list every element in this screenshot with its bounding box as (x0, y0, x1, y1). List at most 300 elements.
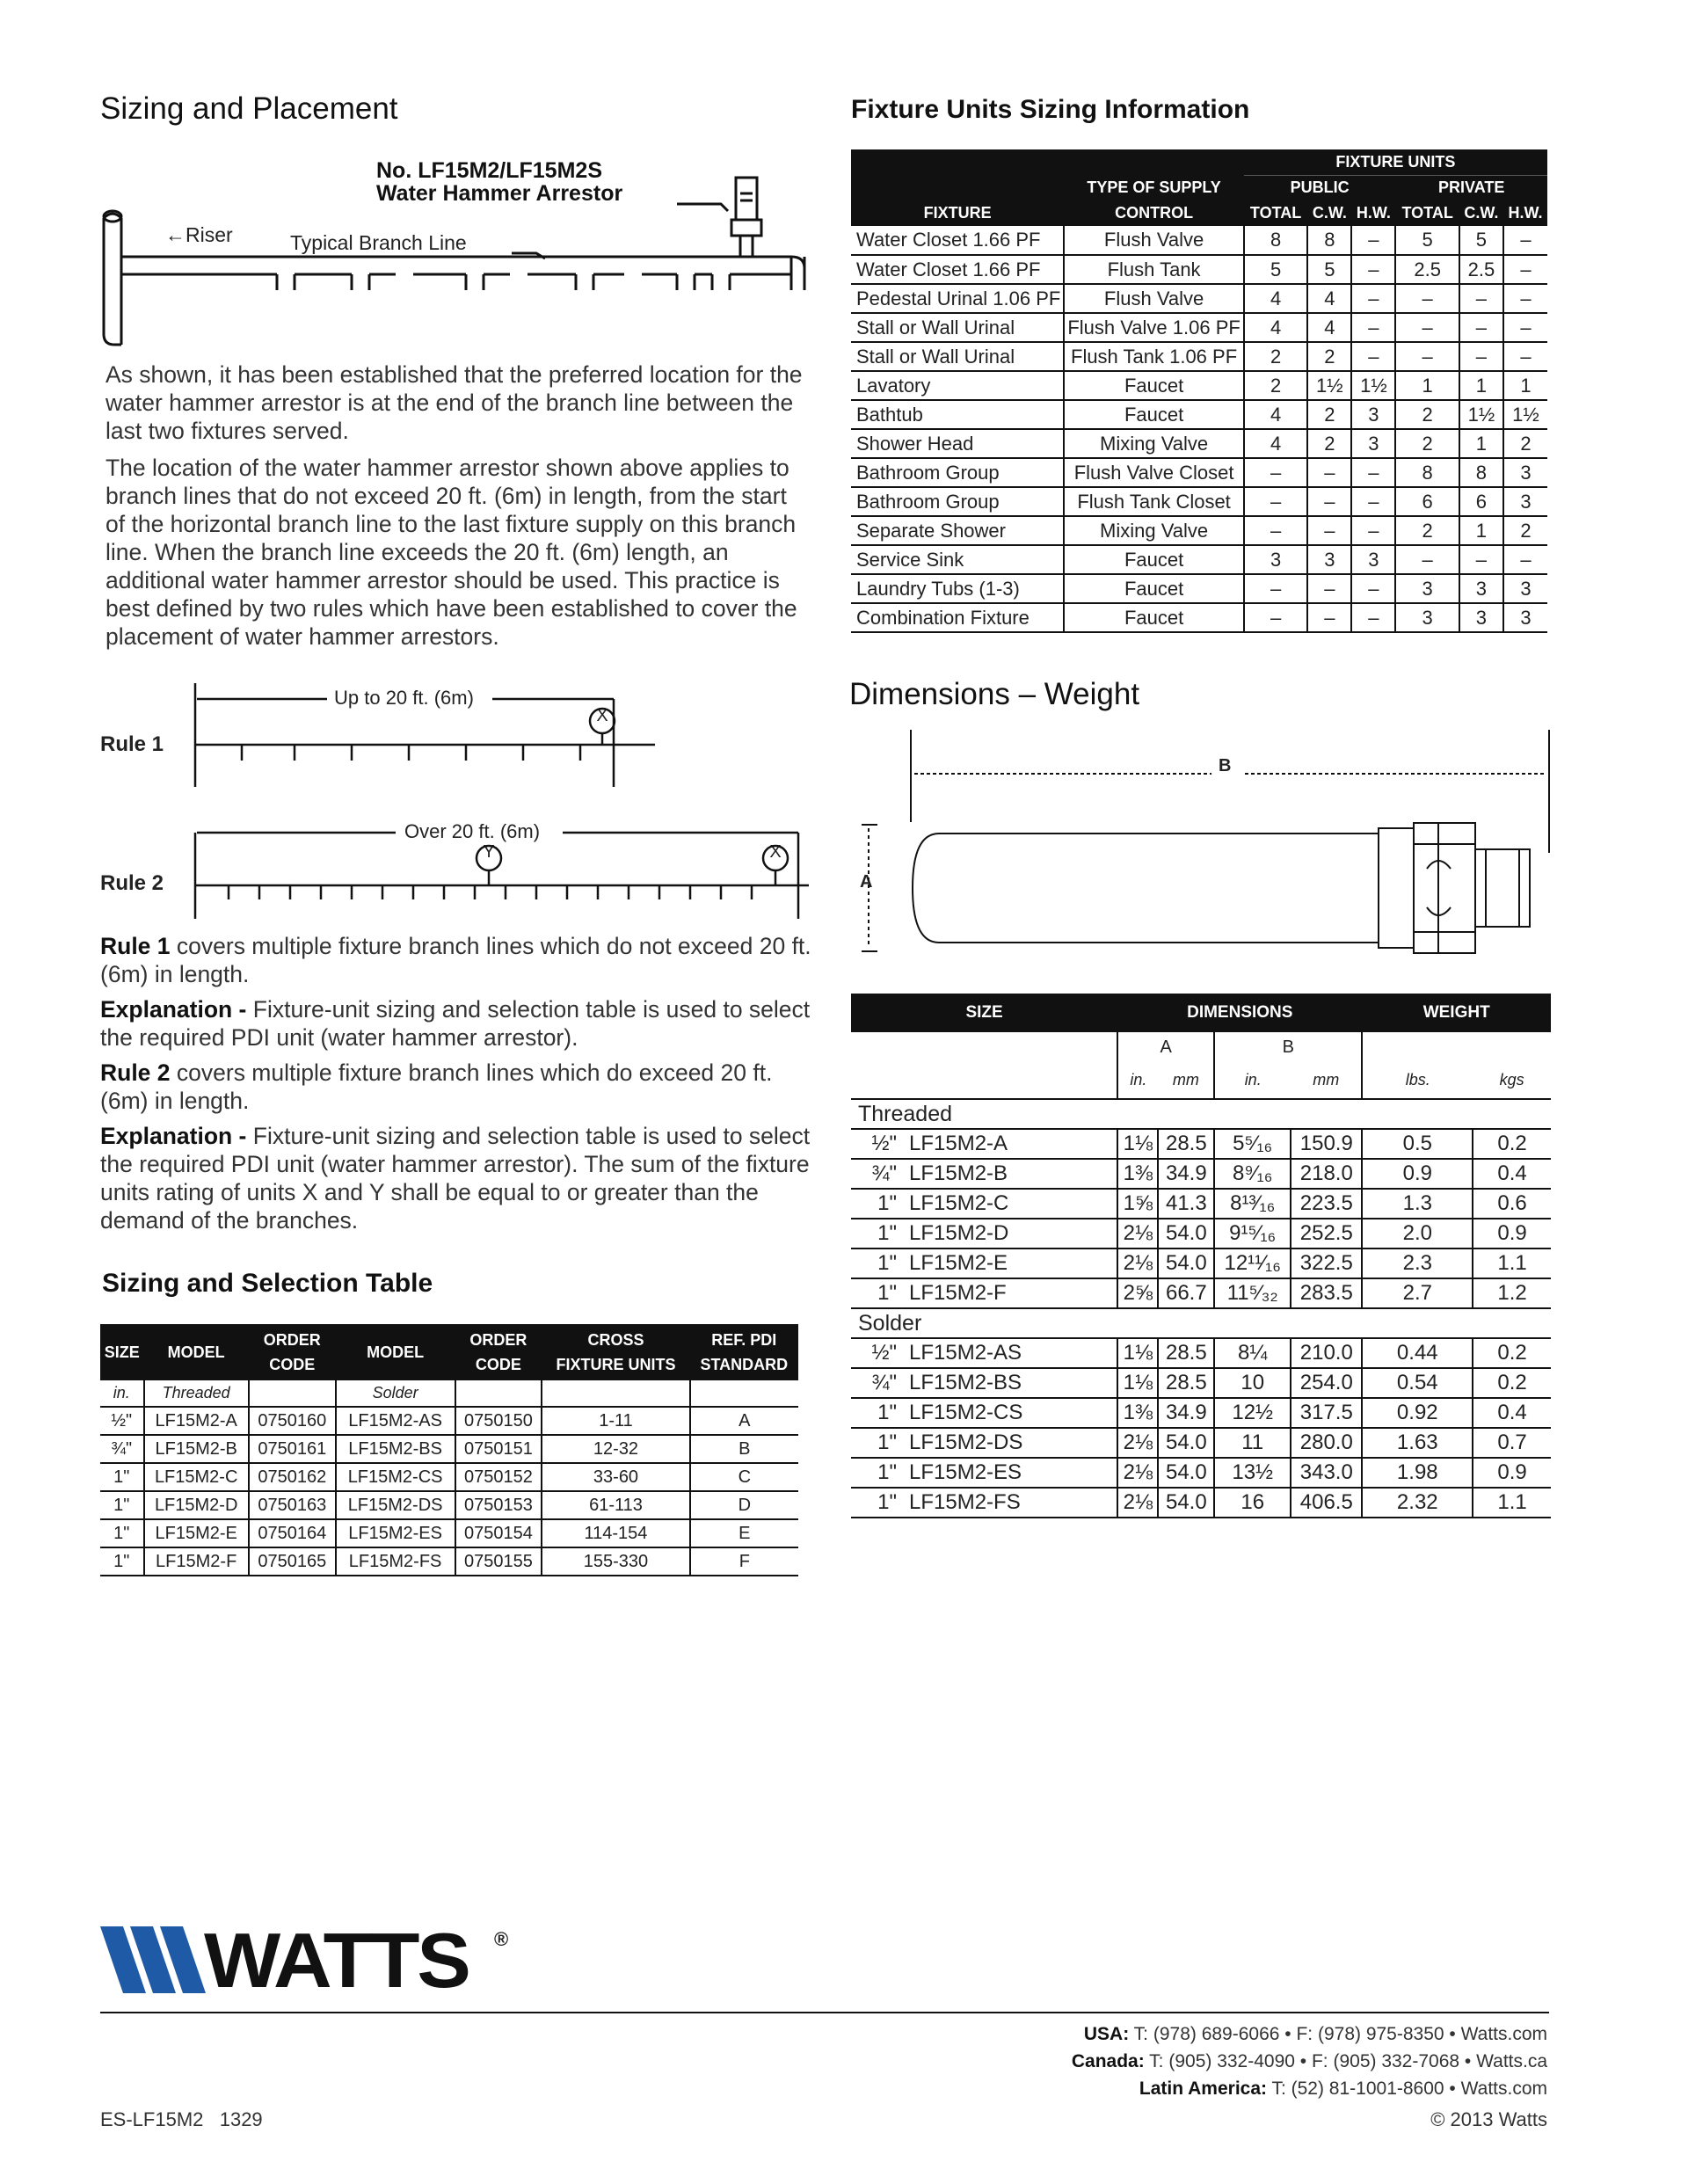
table-cell: – (1307, 487, 1351, 516)
table-cell: 0750151 (455, 1435, 542, 1463)
selection-header-4: ORDER CODE (455, 1324, 542, 1380)
table-cell: 1.1 (1473, 1249, 1551, 1278)
table-cell: – (1351, 284, 1395, 313)
table-cell: – (1244, 603, 1308, 632)
table-cell: 1 (1459, 371, 1503, 400)
table-cell: Combination Fixture (851, 603, 1064, 632)
table-cell: LF15M2-FS (897, 1488, 1117, 1518)
table-cell: 0.5 (1362, 1129, 1473, 1159)
table-cell: Bathtub (851, 400, 1064, 429)
table-cell: 0.9 (1473, 1458, 1551, 1488)
table-cell: 0.2 (1473, 1368, 1551, 1398)
table-cell: 2 (1307, 342, 1351, 371)
selection-unit-cell (542, 1380, 689, 1407)
contact-block (1072, 2020, 1547, 2102)
fixture-units-table (851, 149, 1547, 633)
table-cell: 2 (1395, 400, 1459, 429)
dimensions-weight-title: Dimensions – Weight (849, 677, 1140, 711)
table-cell: Bathroom Group (851, 487, 1064, 516)
dim-group-row (851, 1099, 1551, 1129)
table-cell: 0750150 (455, 1407, 542, 1435)
table-cell: 0.6 (1473, 1189, 1551, 1219)
paragraph-intro: As shown, it has been established that the preferred location for the water hammer arrestor is at the end of the branch line between the last two fixtures served. (106, 361, 803, 444)
table-cell: F (690, 1547, 798, 1576)
table-cell: 1 (1395, 371, 1459, 400)
table-cell: 252.5 (1291, 1219, 1362, 1249)
table-cell: – (1351, 342, 1395, 371)
table-cell: 1½ (1307, 371, 1351, 400)
rule-1-lines (97, 681, 809, 796)
table-cell: – (1351, 458, 1395, 487)
table-cell: Pedestal Urinal 1.06 PF (851, 284, 1064, 313)
table-cell: – (1351, 516, 1395, 545)
control-header: CONTROL (1064, 200, 1243, 226)
table-cell: LF15M2-B (897, 1159, 1117, 1189)
fixture-units-title: Fixture Units Sizing Information (851, 95, 1250, 124)
table-cell: 1½ (1459, 400, 1503, 429)
table-cell: – (1459, 545, 1503, 574)
table-cell: 2 (1503, 516, 1547, 545)
table-cell: 12-32 (542, 1435, 689, 1463)
table-cell: 28.5 (1158, 1338, 1214, 1368)
table-cell: 5 (1395, 226, 1459, 255)
table-cell: LF15M2-BS (897, 1368, 1117, 1398)
table-cell: 3 (1503, 574, 1547, 603)
public-cw-header: C.W. (1307, 200, 1351, 226)
table-cell: 4 (1244, 400, 1308, 429)
table-cell: 218.0 (1291, 1159, 1362, 1189)
table-cell: 54.0 (1158, 1428, 1214, 1458)
table-cell: Faucet (1064, 371, 1243, 400)
table-row (851, 545, 1547, 574)
rule-1-text: Rule 1 covers multiple fixture branch lines which do not exceed 20 ft. (6m) in length. (100, 933, 811, 987)
table-cell: – (1351, 487, 1395, 516)
table-cell: 3 (1351, 400, 1395, 429)
table-cell: Water Closet 1.66 PF (851, 255, 1064, 284)
table-row (851, 516, 1547, 545)
table-cell: 4 (1244, 429, 1308, 458)
table-cell: Lavatory (851, 371, 1064, 400)
table-cell: 0.2 (1473, 1338, 1551, 1368)
table-cell: LF15M2-FS (336, 1547, 455, 1576)
table-cell: Mixing Valve (1064, 516, 1243, 545)
table-cell: 1.63 (1362, 1428, 1473, 1458)
table-cell: 1⅛ (1117, 1368, 1158, 1398)
table-cell: Shower Head (851, 429, 1064, 458)
table-cell: 5 (1244, 255, 1308, 284)
dimensions-weight-table (851, 994, 1551, 1518)
table-row (851, 603, 1547, 632)
table-cell: 223.5 (1291, 1189, 1362, 1219)
table-cell: – (1395, 342, 1459, 371)
table-cell: – (1351, 603, 1395, 632)
table-cell: LF15M2-AS (897, 1338, 1117, 1368)
table-row (100, 1547, 798, 1576)
table-cell: – (1244, 458, 1308, 487)
table-cell: – (1351, 574, 1395, 603)
table-row (851, 1129, 1551, 1159)
table-row (100, 1519, 798, 1547)
selection-header-1: MODEL (144, 1324, 249, 1380)
table-cell: 16 (1214, 1488, 1291, 1518)
table-cell: 0.2 (1473, 1129, 1551, 1159)
table-cell: – (1503, 255, 1547, 284)
table-cell: 2.5 (1395, 255, 1459, 284)
private-hw-header: H.W. (1503, 200, 1547, 226)
table-cell: 28.5 (1158, 1129, 1214, 1159)
rule-1-label: Rule 1 (100, 732, 164, 756)
rule-2-text: Rule 2 covers multiple fixture branch lines which do exceed 20 ft. (6m) in length. (100, 1059, 773, 1114)
sizing-placement-title: Sizing and Placement (100, 91, 398, 126)
table-cell: 2.3 (1362, 1249, 1473, 1278)
table-row (851, 1368, 1551, 1398)
table-cell: 3 (1459, 574, 1503, 603)
dim-unit-cell: mm (1158, 1062, 1214, 1099)
table-cell: 6 (1459, 487, 1503, 516)
table-cell: ½" (851, 1338, 897, 1368)
dim-group-row (851, 1308, 1551, 1338)
table-cell: E (690, 1519, 798, 1547)
table-cell: 2⅛ (1117, 1488, 1158, 1518)
fixture-units-header: FIXTURE UNITS (1244, 149, 1547, 175)
table-cell: Flush Valve 1.06 PF (1064, 313, 1243, 342)
table-cell: Flush Valve (1064, 226, 1243, 255)
table-cell: 0750164 (249, 1519, 336, 1547)
table-cell: 1" (100, 1463, 144, 1491)
dim-group-label: Threaded (851, 1099, 1551, 1129)
table-cell: Flush Tank Closet (1064, 487, 1243, 516)
marker-x: X (596, 706, 608, 725)
dim-group-label: Solder (851, 1308, 1551, 1338)
table-cell: 322.5 (1291, 1249, 1362, 1278)
table-cell: 1½ (1503, 400, 1547, 429)
marker-y: Y (483, 842, 495, 862)
table-cell: 8¹³⁄₁₆ (1214, 1189, 1291, 1219)
table-cell: – (1351, 255, 1395, 284)
marker-x-2: X (769, 842, 782, 862)
table-cell: ½" (100, 1407, 144, 1435)
table-cell: 0.44 (1362, 1338, 1473, 1368)
table-cell: 1" (851, 1428, 897, 1458)
table-cell: 1-11 (542, 1407, 689, 1435)
table-cell: LF15M2-ES (897, 1458, 1117, 1488)
selection-units-row (100, 1380, 798, 1407)
table-cell: Service Sink (851, 545, 1064, 574)
table-cell: 8⁹⁄₁₆ (1214, 1159, 1291, 1189)
table-cell: 2 (1395, 516, 1459, 545)
table-cell: ½" (851, 1129, 897, 1159)
table-row (851, 1428, 1551, 1458)
table-cell: 2 (1244, 371, 1308, 400)
registered-mark: ® (494, 1928, 509, 1950)
table-cell: 0.4 (1473, 1159, 1551, 1189)
dim-unit-cell: mm (1291, 1062, 1362, 1099)
table-cell: 12¹¹⁄₁₆ (1214, 1249, 1291, 1278)
table-cell: 114-154 (542, 1519, 689, 1547)
table-cell: – (1503, 284, 1547, 313)
selection-unit-cell: Threaded (144, 1380, 249, 1407)
table-cell: 2 (1307, 400, 1351, 429)
table-cell: 0750165 (249, 1547, 336, 1576)
table-cell: 8 (1244, 226, 1308, 255)
table-cell: 0750162 (249, 1463, 336, 1491)
table-cell: 13½ (1214, 1458, 1291, 1488)
dim-unit-cell: in. (1117, 1062, 1158, 1099)
selection-unit-cell: Solder (336, 1380, 455, 1407)
paragraph-location: The location of the water hammer arrestor shown above applies to branch lines that do not exceed 20 ft. (6m) in length, from the start of the horizontal branch line to the last fixture supply on this branch line. When the branch line exceeds the 20 ft. (6m) length, an additional water hammer arrestor should be used. This practice is best defined by two rules which have been established to cover the placement of water hammer arrestors. (106, 455, 797, 650)
selection-header-0: SIZE (100, 1324, 144, 1380)
arrestor-dimension-drawing (851, 721, 1554, 967)
dim-unit-cell: in. (1214, 1062, 1291, 1099)
table-cell: 66.7 (1158, 1278, 1214, 1308)
table-cell: 4 (1307, 284, 1351, 313)
table-cell: – (1307, 516, 1351, 545)
table-cell: 2.0 (1362, 1219, 1473, 1249)
fixture-header: FIXTURE (851, 200, 1064, 226)
table-row (851, 313, 1547, 342)
selection-unit-cell (249, 1380, 336, 1407)
table-cell: 34.9 (1158, 1398, 1214, 1428)
table-cell: 6 (1395, 487, 1459, 516)
table-cell: 210.0 (1291, 1338, 1362, 1368)
table-cell: 8 (1307, 226, 1351, 255)
table-row (851, 371, 1547, 400)
table-cell: 10 (1214, 1368, 1291, 1398)
table-cell: LF15M2-CS (897, 1398, 1117, 1428)
contact-usa: USA: T: (978) 689-6066 • F: (978) 975-8350 • Watts.com (1083, 2024, 1547, 2044)
table-cell: – (1351, 226, 1395, 255)
selection-header-5: CROSS FIXTURE UNITS (542, 1324, 689, 1380)
table-cell: 0.4 (1473, 1398, 1551, 1428)
table-cell: 2⅛ (1117, 1428, 1158, 1458)
table-cell: 2 (1395, 429, 1459, 458)
table-cell: ¾" (851, 1368, 897, 1398)
table-row (851, 429, 1547, 458)
table-row (851, 255, 1547, 284)
table-cell: 1" (100, 1519, 144, 1547)
table-cell: Flush Valve (1064, 284, 1243, 313)
table-cell: – (1395, 313, 1459, 342)
table-cell: – (1307, 458, 1351, 487)
table-cell: – (1307, 574, 1351, 603)
table-cell: LF15M2-CS (336, 1463, 455, 1491)
selection-table-title: Sizing and Selection Table (102, 1269, 433, 1298)
table-row (851, 1458, 1551, 1488)
table-cell: 0.9 (1362, 1159, 1473, 1189)
table-cell: Flush Tank (1064, 255, 1243, 284)
table-cell: 2 (1503, 429, 1547, 458)
table-cell: 1" (851, 1398, 897, 1428)
table-cell: 1⅛ (1117, 1338, 1158, 1368)
table-cell: LF15M2-D (897, 1219, 1117, 1249)
rule-1-span-label: Up to 20 ft. (6m) (334, 687, 474, 709)
selection-header-2: ORDER CODE (249, 1324, 336, 1380)
table-cell: Mixing Valve (1064, 429, 1243, 458)
riser-pipe-drawing (97, 158, 809, 352)
table-row (851, 226, 1547, 255)
table-row (851, 284, 1547, 313)
private-header: PRIVATE (1395, 175, 1547, 200)
table-cell: 12½ (1214, 1398, 1291, 1428)
table-cell: 5 (1459, 226, 1503, 255)
table-cell: 1 (1459, 429, 1503, 458)
arrestor-outline (851, 721, 1554, 967)
dimension-b-label: B (1213, 756, 1236, 776)
table-cell: 1" (851, 1189, 897, 1219)
rule-2-lines (97, 813, 809, 928)
product-name-line1: No. LF15M2/LF15M2S (376, 158, 602, 183)
size-header: SIZE (851, 994, 1117, 1032)
table-cell: Separate Shower (851, 516, 1064, 545)
table-cell: 1⅜ (1117, 1159, 1158, 1189)
table-cell: 0.92 (1362, 1398, 1473, 1428)
dimensions-header: DIMENSIONS (1117, 994, 1362, 1032)
table-cell: 54.0 (1158, 1249, 1214, 1278)
dim-units-row (851, 1062, 1551, 1099)
table-cell: Faucet (1064, 603, 1243, 632)
table-cell: Bathroom Group (851, 458, 1064, 487)
selection-unit-cell: in. (100, 1380, 144, 1407)
table-cell: LF15M2-C (144, 1463, 249, 1491)
table-cell: – (1503, 342, 1547, 371)
table-cell: 0750160 (249, 1407, 336, 1435)
table-cell: Faucet (1064, 400, 1243, 429)
footer-divider (100, 2012, 1549, 2013)
table-cell: 406.5 (1291, 1488, 1362, 1518)
sizing-selection-table (100, 1324, 798, 1576)
table-cell: 4 (1244, 284, 1308, 313)
table-cell: 1" (851, 1488, 897, 1518)
table-cell: 8 (1395, 458, 1459, 487)
table-cell: Stall or Wall Urinal (851, 313, 1064, 342)
public-header: PUBLIC (1244, 175, 1396, 200)
explanation-2-text: Explanation - Fixture-unit sizing and selection table is used to select the required PDI unit (water hammer arrestor). The sum of the fixture units rating of units X and Y shall be equal to or greater than the demand of the branches. (100, 1123, 811, 1234)
table-cell: – (1503, 226, 1547, 255)
table-cell: LF15M2-AS (336, 1407, 455, 1435)
table-cell: – (1459, 284, 1503, 313)
table-row (851, 487, 1547, 516)
table-cell: 0.9 (1473, 1219, 1551, 1249)
table-cell: LF15M2-C (897, 1189, 1117, 1219)
table-cell: 9¹⁵⁄₁₆ (1214, 1219, 1291, 1249)
table-cell: – (1503, 545, 1547, 574)
table-cell: 54.0 (1158, 1219, 1214, 1249)
table-cell: LF15M2-D (144, 1491, 249, 1519)
table-cell: Water Closet 1.66 PF (851, 226, 1064, 255)
table-cell: 11⁵⁄₃₂ (1214, 1278, 1291, 1308)
table-cell: 2.5 (1459, 255, 1503, 284)
table-cell: LF15M2-BS (336, 1435, 455, 1463)
dim-unit-cell: lbs. (1362, 1062, 1473, 1099)
table-row (100, 1435, 798, 1463)
table-cell: 41.3 (1158, 1189, 1214, 1219)
table-cell: 343.0 (1291, 1458, 1362, 1488)
table-cell: ¾" (851, 1159, 897, 1189)
table-cell: Faucet (1064, 545, 1243, 574)
table-row (851, 1189, 1551, 1219)
table-row (851, 1159, 1551, 1189)
table-cell: Laundry Tubs (1-3) (851, 574, 1064, 603)
table-cell: 1⅛ (1117, 1129, 1158, 1159)
table-cell: 3 (1503, 603, 1547, 632)
table-cell: ¾" (100, 1435, 144, 1463)
table-cell: 5 (1307, 255, 1351, 284)
table-cell: 1" (851, 1458, 897, 1488)
table-cell: 1⅜ (1117, 1398, 1158, 1428)
table-cell: 2.7 (1362, 1278, 1473, 1308)
table-cell: 34.9 (1158, 1159, 1214, 1189)
table-cell: LF15M2-B (144, 1435, 249, 1463)
table-row (851, 458, 1547, 487)
table-cell: 8¼ (1214, 1338, 1291, 1368)
private-cw-header: C.W. (1459, 200, 1503, 226)
branch-line-diagram (97, 158, 809, 352)
table-cell: 1" (100, 1491, 144, 1519)
table-cell: – (1244, 516, 1308, 545)
table-cell: 3 (1307, 545, 1351, 574)
selection-header-6: REF. PDI STANDARD (690, 1324, 798, 1380)
table-cell: 2⅛ (1117, 1219, 1158, 1249)
watts-logo (100, 1917, 522, 2004)
table-cell: 3 (1503, 487, 1547, 516)
type-of-supply-header: TYPE OF SUPPLY (1064, 175, 1243, 200)
table-cell: – (1395, 545, 1459, 574)
table-cell: B (690, 1435, 798, 1463)
selection-unit-cell (690, 1380, 798, 1407)
public-total-header: TOTAL (1244, 200, 1308, 226)
watts-wordmark: WATTS (204, 1917, 469, 2004)
table-cell: 254.0 (1291, 1368, 1362, 1398)
table-cell: A (690, 1407, 798, 1435)
table-cell: 33-60 (542, 1463, 689, 1491)
table-cell: 1½ (1351, 371, 1395, 400)
table-row (851, 1219, 1551, 1249)
table-cell: 1.2 (1473, 1278, 1551, 1308)
table-cell: 0.54 (1362, 1368, 1473, 1398)
table-cell: D (690, 1491, 798, 1519)
table-cell: 3 (1459, 603, 1503, 632)
rule-2-label: Rule 2 (100, 871, 164, 895)
dimension-a-label: A (860, 872, 873, 892)
table-cell: 3 (1395, 574, 1459, 603)
table-cell: 11 (1214, 1428, 1291, 1458)
contact-latam: Latin America: T: (52) 81-1001-8600 • Watts.com (1139, 2078, 1547, 2099)
weight-header: WEIGHT (1362, 994, 1551, 1032)
table-cell: 1" (851, 1249, 897, 1278)
table-cell: – (1503, 313, 1547, 342)
table-cell: Flush Tank 1.06 PF (1064, 342, 1243, 371)
table-row (851, 1398, 1551, 1428)
table-cell: 280.0 (1291, 1428, 1362, 1458)
document-code: ES-LF15M2 1329 (100, 2108, 263, 2130)
table-cell: 1 (1459, 516, 1503, 545)
dim-unit-cell: kgs (1473, 1062, 1551, 1099)
table-cell: LF15M2-A (897, 1129, 1117, 1159)
table-cell: 2⅛ (1117, 1458, 1158, 1488)
table-cell: 5⁵⁄₁₆ (1214, 1129, 1291, 1159)
table-cell: 1.3 (1362, 1189, 1473, 1219)
table-cell: – (1459, 342, 1503, 371)
table-cell: C (690, 1463, 798, 1491)
table-cell: – (1307, 603, 1351, 632)
table-cell: 0.7 (1473, 1428, 1551, 1458)
table-cell: LF15M2-E (144, 1519, 249, 1547)
table-cell: 2.32 (1362, 1488, 1473, 1518)
table-cell: LF15M2-DS (897, 1428, 1117, 1458)
table-cell: LF15M2-E (897, 1249, 1117, 1278)
table-row (100, 1491, 798, 1519)
table-cell: – (1244, 574, 1308, 603)
